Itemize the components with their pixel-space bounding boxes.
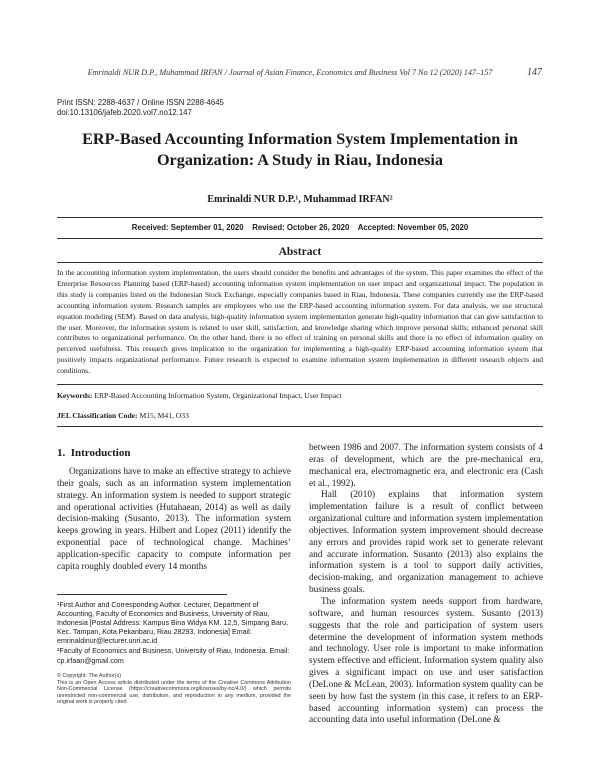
submission-dates: Received: September 01, 2020 Revised: October 26, 2020 Accepted: November 05, 2020: [131, 223, 469, 232]
title-line-1: ERP-Based Accounting Information System Implementation in: [82, 130, 518, 148]
left-column: [57, 467, 291, 574]
jel-classification: [57, 411, 543, 420]
page-number: 147: [527, 67, 542, 78]
paragraph: Organizations have to make an effective strategy to achieve their goals, such as an information system implementation strategy. An information system is needed to support strategic and operational activities (Hutahaean, 2014) as well as daily decision-making (Susanto, 2013). The information system keeps growing in years. Hilbert and Lopez (2011) identify the exponential pace of technological change. Machines’ application-specific capacity to compute information per capita roughly doubled every 14 months: [57, 467, 291, 572]
paper-title: [40, 129, 560, 171]
jel-codes: M15, M41, O33: [139, 411, 189, 420]
doi-link[interactable]: doi:10.13106/jafeb.2020.vol7.no12.147: [57, 108, 192, 117]
authors: Emrinaldi NUR D.P.¹, Muhammad IRFAN²: [207, 194, 393, 205]
abstract-text: In the accounting information system implementation, the users should consider the benefits and advantages of the system. This paper examines the effect of the Enterprise Resources Planning based (ERP-based) accounting information system implementation on user impact and organizational impact. The population in this study is companies listed on the Indonesian Stock Exchange, especially companies based in Riau, Indonesia. These companies currently use the ERP-based accounting information system. Research samples are employees who use the ERP-based accounting information system. For data analysis, we use structural equation modeling (SEM). Based on data analysis, high-quality information system implementation generate high-quality information that can give satisfaction to the user. Moreover, the information system is related to user skill, satisfaction, and knowledge sharing which improve personal skills; enhanced personal skill contributes to organizational performance. On the other hand, there is no effect of training on personal skills and there is no effect of information quality on perceived usefulness. This research gives implication to the organization for implementing a high-quality ERP-based accounting information system that positively impacts organizational performance. Future research is expected to examine information system implementation in different research objects and conditions.: [57, 268, 543, 376]
footnote-divider: [57, 594, 227, 595]
divider-keywords: [57, 384, 543, 385]
keywords-text: ERP-Based Accounting Information System, Organizational Impact, User Impact: [94, 391, 342, 400]
paragraph: between 1986 and 2007. The information system consists of 4 eras of development, which are the pre-mechanical era, mechanical era, electromagnetic era, and electronic era (Cash et al., 1992).: [309, 443, 543, 489]
footnotes: [57, 601, 291, 666]
license-text: This is an Open Access article distributed under the terms of the Creative Commons Attribution Non-Commercial License (https://creativecommons.org/licenses/by-nc/4.0/) which permits unrestricted non-commercial use, distribution, and reproduction in any medium, provided the original work is properly cited.: [57, 679, 291, 706]
right-column: [309, 443, 543, 727]
divider-jel: [57, 426, 543, 427]
paragraph: The information system needs support from hardware, software, and human resources system. Susanto (2013) suggests that the role and participation of system users determine the development of information system methods and technology. User role is important to make information system effective and efficient. Information system quality also gives a significant impact on use and user satisfaction (DeLone & McLean, 2003). Information system quality can be seen by how fast the system (in this case, it refers to an ERP-based accounting information system) can process the accounting data into useful information (DeLone &: [309, 596, 543, 726]
footnote-1: ¹First Author and Corresponding Author. Lecturer, Department of Accounting, Faculty of Economics and Business, University of Riau, Indonesia [Postal Address: Kampus Bina Widya KM. 12,5, Simpang Baru, Kec. Tampan, Kota Pekanbaru, Riau 28293, Indonesia] Email: emrinaldinur@lecturer.unri.ac.id: [57, 601, 289, 646]
paragraph: Hall (2010) explains that information system implementation failure is a result of conflict between organizational culture and information system implementation objectives. Information system improvement should decrease any errors and provides rapid work set to generate relevant and accurate information. Susanto (2013) also explains the information system is a tool to support daily activities, decision-making, and organization management to achieve business goals.: [309, 490, 543, 596]
divider-dates: [57, 238, 543, 239]
divider-abstract: [57, 262, 543, 263]
copyright-notice: [57, 673, 291, 706]
running-header: Emrinaldi NUR D.P., Muhammad IRFAN / Journal of Asian Finance, Economics and Business Vol 7 No 12 (2020) 147–157: [87, 68, 493, 77]
divider-top: [57, 217, 543, 218]
keywords: [57, 391, 543, 400]
abstract-heading: Abstract: [278, 246, 322, 258]
issn-line: Print ISSN: 2288-4637 / Online ISSN 2288-4645: [57, 98, 224, 107]
title-line-2: Organization: A Study in Riau, Indonesia: [156, 151, 444, 169]
jel-label: JEL Classification Code:: [57, 411, 138, 420]
footnote-2: ²Faculty of Economics and Business, University of Riau, Indonesia. Email: cp.irfaan@gmail.com: [57, 647, 290, 665]
copyright-line: © Copyright: The Author(s): [57, 673, 122, 679]
keywords-label: Keywords:: [57, 391, 93, 400]
section-heading: 1. Introduction: [57, 447, 131, 459]
